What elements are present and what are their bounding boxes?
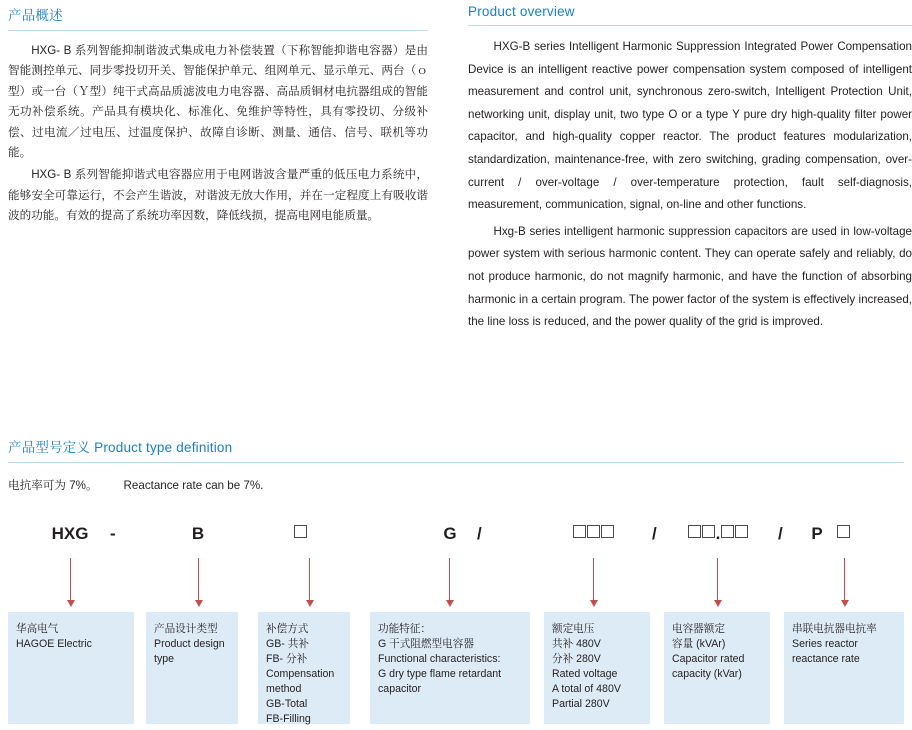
desc-line: G dry type flame retardant: [378, 668, 502, 680]
desc-line: Compensation: [266, 668, 335, 680]
code-box-capacity: .: [680, 524, 756, 544]
desc-line: HAGOE Electric: [16, 638, 92, 650]
square-box-icon: [573, 525, 586, 538]
desc-line: Partial 280V: [552, 698, 610, 710]
desc-line: 共补 480V: [552, 638, 601, 650]
square-box-icon: [702, 525, 715, 538]
desc-line: Functional characteristics:: [378, 653, 501, 665]
desc-line: 补偿方式: [266, 623, 309, 635]
reactance-note-cn: 电抗率可为 7%。: [8, 479, 98, 492]
desc-line: Rated voltage: [552, 668, 618, 680]
desc-line: 电容器额定: [672, 623, 725, 635]
desc-line: GB- 共补: [266, 638, 309, 650]
desc-line: G 干式阻燃型电容器: [378, 638, 474, 650]
desc-line: 额定电压: [552, 623, 595, 635]
code-g: G: [443, 524, 457, 543]
arrow-to-box-2: [194, 558, 203, 607]
desc-line: GB-Total: [266, 698, 308, 710]
overview-chinese: [8, 0, 428, 227]
desc-line: 华高电气: [16, 623, 59, 635]
desc-line: 容量 (kVAr): [672, 638, 726, 650]
overview-english-title: Product overview: [468, 4, 575, 19]
square-box-icon: [837, 525, 850, 538]
desc-line: capacity (kVar): [672, 668, 742, 680]
desc-box-rated-voltage: [544, 612, 650, 724]
desc-box-capacitor-capacity: [664, 612, 770, 724]
desc-line: capacitor: [378, 683, 421, 695]
overview-english-paragraph-2: Hxg-B series intelligent harmonic suppression capacitors are used in low-voltage power system with serious harmonic content. They can operate safely and reliably, do not produce harmonic, do not magnify harmonic, and have the function of absorbing harmonic in a certain program. The power factor of the system is effectively increased, the line loss is reduced, and the power quality of the grid is improved.: [468, 224, 912, 329]
desc-line: reactance rate: [792, 653, 860, 665]
code-hxg: HXG: [51, 524, 89, 543]
code-box-reactance: [832, 524, 854, 544]
desc-line: 分补 280V: [552, 653, 601, 665]
code-dash: -: [110, 524, 116, 543]
desc-box-company: [8, 612, 134, 724]
arrow-to-box-6: [713, 558, 722, 607]
type-definition-title: 产品型号定义 Product type definition: [8, 440, 233, 455]
desc-line: type: [154, 653, 175, 665]
title-divider: [468, 25, 912, 26]
desc-line: 功能特征：: [378, 623, 431, 635]
code-slash-3: /: [778, 524, 783, 543]
title-divider: [8, 462, 904, 463]
desc-line: Product design: [154, 638, 225, 650]
desc-line: 串联电抗器电抗率: [792, 623, 877, 635]
code-box-voltage: [560, 524, 626, 544]
overview-english: [468, 0, 912, 334]
arrow-to-box-1: [66, 558, 75, 607]
desc-box-functional-characteristics: [370, 612, 530, 724]
code-slash-2: /: [652, 524, 657, 543]
arrow-to-box-4: [445, 558, 454, 607]
overview-chinese-title: 产品概述: [8, 8, 63, 23]
desc-line: Capacitor rated: [672, 653, 745, 665]
type-definition-section: [8, 432, 904, 493]
square-box-icon: [735, 525, 748, 538]
square-box-icon: [294, 525, 307, 538]
desc-box-design-type: [146, 612, 238, 724]
reactance-note: [8, 477, 904, 493]
code-p: P: [811, 524, 823, 543]
arrow-to-box-5: [589, 558, 598, 607]
title-divider: [8, 30, 428, 31]
code-slash-1: /: [477, 524, 482, 543]
square-box-icon: [587, 525, 600, 538]
desc-box-reactance-rate: [784, 612, 904, 724]
overview-chinese-paragraph-1: HXG- B 系列智能抑制谐波式集成电力补偿装置（下称智能抑谐电容器）是由智能测控单元、同步零投切开关、智能保护单元、组网单元、显示单元、两台（ｏ型）或一台（Ｙ型）纯干式高品质滤波电力电容器、高品质铜材电抗器组成的智能无功补偿系统。产品具有模块化、标准化、免维护等特性，具有零投切、分级补偿、过电流／过电压、过温度保护、故障自诊断、测量、通信、信号、联机等功能。: [8, 44, 428, 160]
overview-chinese-paragraph-2: HXG- B 系列智能抑谐式电容器应用于电网谐波含量严重的低压电力系统中，能够安全可靠运行，不会产生谐波，对谐波无放大作用，并在一定程度上有吸收谐波的功能。有效的提高了系统功率因数，降低线损，提高电网电能质量。: [8, 168, 428, 223]
desc-line: FB-Filling: [266, 713, 311, 725]
code-b: B: [191, 524, 205, 543]
square-box-icon: [721, 525, 734, 538]
desc-line: FB- 分补: [266, 653, 308, 665]
desc-line: method: [266, 683, 302, 695]
square-box-icon: [688, 525, 701, 538]
model-code-row: [0, 524, 912, 552]
arrow-to-box-3: [305, 558, 314, 607]
code-box-compensation: [285, 524, 315, 544]
arrow-to-box-7: [840, 558, 849, 607]
reactance-note-en: Reactance rate can be 7%.: [123, 479, 264, 492]
desc-box-compensation-method: [258, 612, 350, 724]
overview-english-paragraph-1: HXG-B series Intelligent Harmonic Suppression Integrated Power Compensation Device is an intelligent reactive power compensation system composed of intelligent measurement and control unit, synchronous zero-switch, Intelligent Protection Unit, networking unit, display unit, two type O or a type Y pure dry high-quality filter power capacitor, and high-quality copper reactor. The product features modularization, standardization, maintenance-free, with zero switching, grading compensation, over-current / over-voltage / over-temperature protection, fault self-diagnosis, measurement, communication, signal, on-line and other functions.: [468, 40, 912, 212]
desc-line: Series reactor: [792, 638, 858, 650]
desc-line: A total of 480V: [552, 683, 621, 695]
square-box-icon: [601, 525, 614, 538]
desc-line: 产品设计类型: [154, 623, 218, 635]
